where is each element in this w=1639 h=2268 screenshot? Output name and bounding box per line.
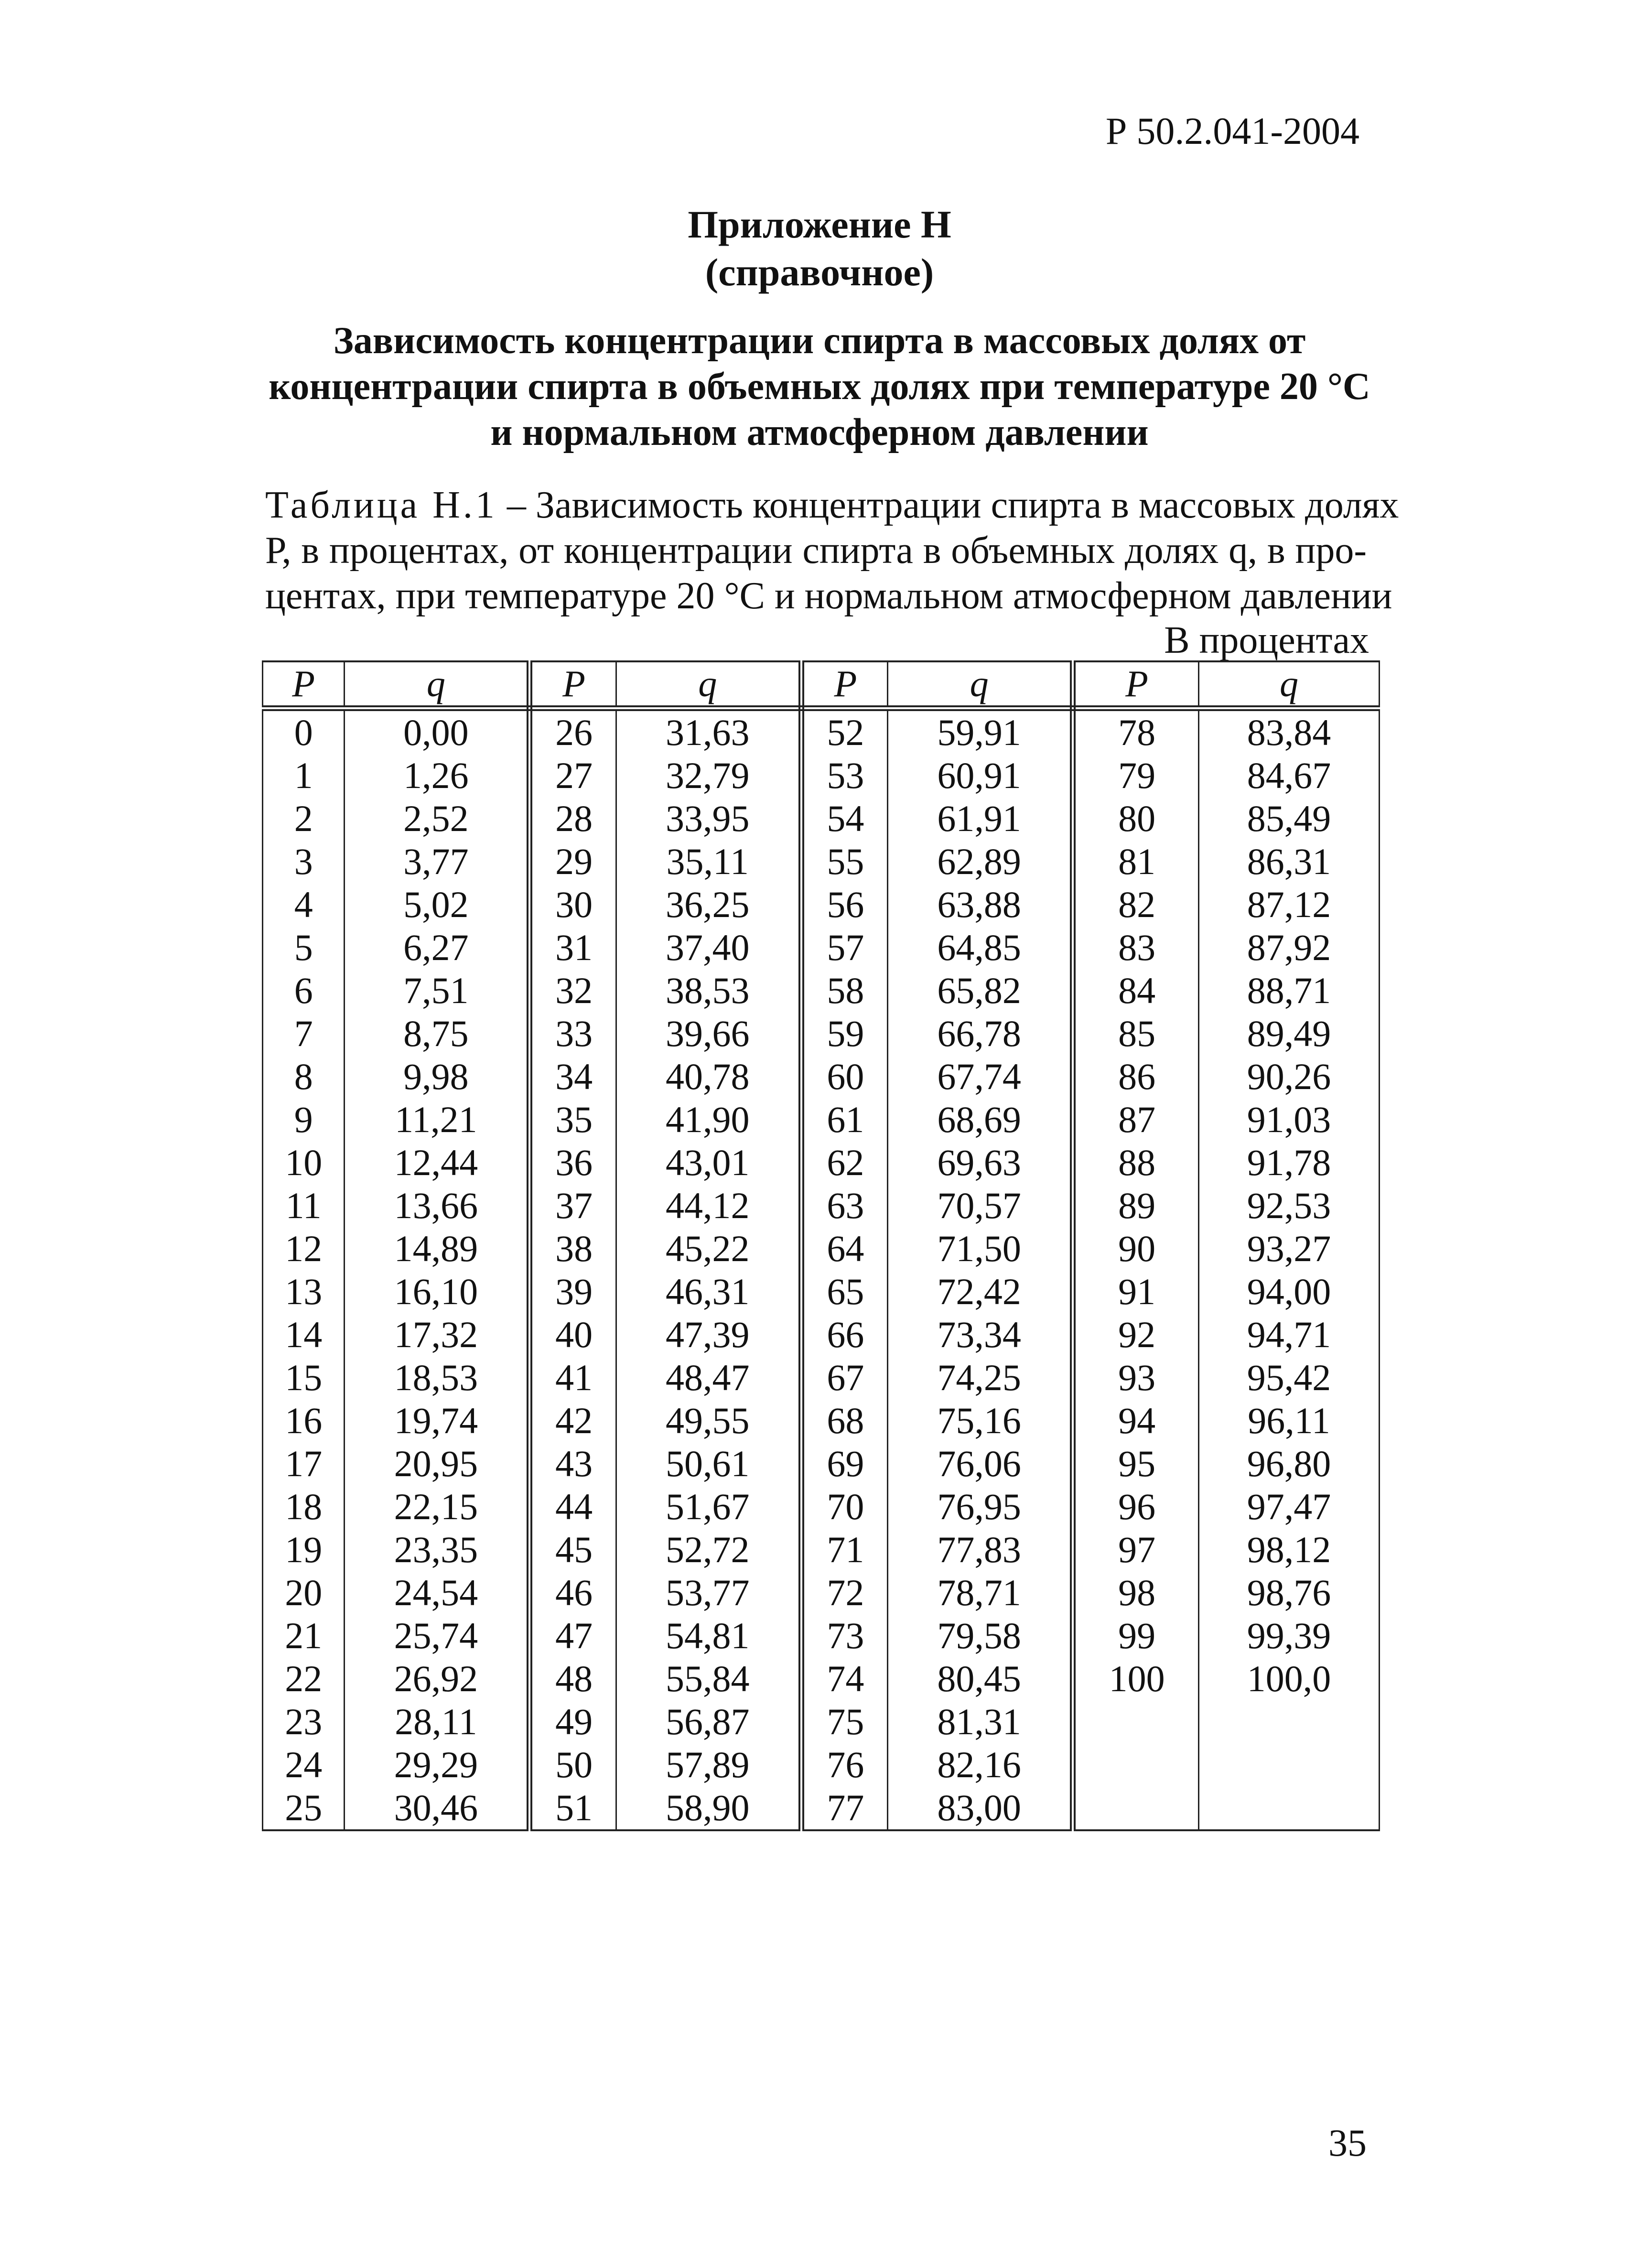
cell-q: 38,53 (616, 969, 801, 1012)
cell-q: 69,63 (888, 1141, 1073, 1184)
cell-q: 46,31 (616, 1270, 801, 1313)
cell-q: 18,53 (345, 1356, 529, 1399)
cell-p: 30 (529, 883, 616, 926)
cell-p: 11 (263, 1184, 345, 1227)
cell-p (1073, 1700, 1199, 1743)
cell-q: 40,78 (616, 1055, 801, 1098)
cell-q: 74,25 (888, 1356, 1073, 1399)
cell-q: 48,47 (616, 1356, 801, 1399)
cell-p: 54 (801, 797, 888, 840)
cell-q: 24,54 (345, 1571, 529, 1614)
cell-q: 25,74 (345, 1614, 529, 1657)
cell-q: 20,95 (345, 1442, 529, 1485)
cell-q: 77,83 (888, 1528, 1073, 1571)
table-row (263, 926, 1380, 969)
cell-p: 13 (263, 1270, 345, 1313)
cell-p: 2 (263, 797, 345, 840)
cell-p: 22 (263, 1657, 345, 1700)
cell-q: 19,74 (345, 1399, 529, 1442)
cell-p: 100 (1073, 1657, 1199, 1700)
cell-p: 83 (1073, 926, 1199, 969)
cell-q: 28,11 (345, 1700, 529, 1743)
cell-q: 53,77 (616, 1571, 801, 1614)
cell-q: 17,32 (345, 1313, 529, 1356)
table-row (263, 708, 1380, 754)
table-row (263, 1485, 1380, 1528)
cell-p: 44 (529, 1485, 616, 1528)
header-cell-q: q (345, 661, 529, 708)
cell-q: 85,49 (1199, 797, 1380, 840)
table-row (263, 1614, 1380, 1657)
cell-p: 52 (801, 708, 888, 754)
cell-p: 98 (1073, 1571, 1199, 1614)
cell-p: 28 (529, 797, 616, 840)
cell-p: 33 (529, 1012, 616, 1055)
document-code: Р 50.2.041-2004 (1105, 110, 1359, 152)
table-row (263, 1184, 1380, 1227)
cell-p: 84 (1073, 969, 1199, 1012)
cell-q: 87,92 (1199, 926, 1380, 969)
cell-p: 42 (529, 1399, 616, 1442)
table-row (263, 1528, 1380, 1571)
cell-p: 92 (1073, 1313, 1199, 1356)
cell-q: 52,72 (616, 1528, 801, 1571)
cell-q: 43,01 (616, 1141, 801, 1184)
table-caption (265, 483, 1399, 619)
cell-p (1073, 1786, 1199, 1830)
cell-p: 67 (801, 1356, 888, 1399)
cell-p: 26 (529, 708, 616, 754)
heading-line: и нормальном атмосферном давлении (490, 411, 1149, 454)
cell-q: 32,79 (616, 754, 801, 797)
table-row (263, 1743, 1380, 1786)
cell-p: 21 (263, 1614, 345, 1657)
cell-q: 84,67 (1199, 754, 1380, 797)
cell-q: 89,49 (1199, 1012, 1380, 1055)
cell-q: 3,77 (345, 840, 529, 883)
cell-p: 56 (801, 883, 888, 926)
cell-q: 26,92 (345, 1657, 529, 1700)
cell-p: 43 (529, 1442, 616, 1485)
cell-p: 73 (801, 1614, 888, 1657)
cell-p: 46 (529, 1571, 616, 1614)
cell-p (1073, 1743, 1199, 1786)
cell-p: 39 (529, 1270, 616, 1313)
cell-q: 12,44 (345, 1141, 529, 1184)
cell-p: 65 (801, 1270, 888, 1313)
table-row (263, 883, 1380, 926)
cell-p: 35 (529, 1098, 616, 1141)
cell-q: 86,31 (1199, 840, 1380, 883)
header-cell-p: P (529, 661, 616, 708)
cell-q: 71,50 (888, 1227, 1073, 1270)
caption-text: – Зависимость концентрации спирта в массовых долях (497, 484, 1399, 526)
table-row (263, 840, 1380, 883)
cell-p: 85 (1073, 1012, 1199, 1055)
cell-p: 66 (801, 1313, 888, 1356)
cell-q: 80,45 (888, 1657, 1073, 1700)
cell-q (1199, 1700, 1380, 1743)
cell-p: 37 (529, 1184, 616, 1227)
cell-p: 3 (263, 840, 345, 883)
cell-q: 2,52 (345, 797, 529, 840)
cell-q: 60,91 (888, 754, 1073, 797)
cell-q: 8,75 (345, 1012, 529, 1055)
cell-p: 12 (263, 1227, 345, 1270)
cell-q: 44,12 (616, 1184, 801, 1227)
cell-q: 75,16 (888, 1399, 1073, 1442)
cell-p: 97 (1073, 1528, 1199, 1571)
cell-q: 13,66 (345, 1184, 529, 1227)
cell-q: 30,46 (345, 1786, 529, 1830)
cell-q: 61,91 (888, 797, 1073, 840)
table-row (263, 754, 1380, 797)
table-row (263, 1657, 1380, 1700)
cell-q: 14,89 (345, 1227, 529, 1270)
cell-p: 29 (529, 840, 616, 883)
cell-q: 65,82 (888, 969, 1073, 1012)
cell-q: 37,40 (616, 926, 801, 969)
cell-q: 90,26 (1199, 1055, 1380, 1098)
cell-p: 90 (1073, 1227, 1199, 1270)
cell-p: 68 (801, 1399, 888, 1442)
caption-line: Р, в процентах, от концентрации спирта в объемных долях q, в про- (265, 529, 1367, 572)
table-row (263, 1055, 1380, 1098)
cell-p: 77 (801, 1786, 888, 1830)
table-row (263, 1012, 1380, 1055)
heading-line: Зависимость концентрации спирта в массовых долях от (333, 320, 1306, 362)
cell-p: 69 (801, 1442, 888, 1485)
cell-q: 62,89 (888, 840, 1073, 883)
cell-p: 36 (529, 1141, 616, 1184)
table-row (263, 1313, 1380, 1356)
cell-q: 87,12 (1199, 883, 1380, 926)
cell-q: 55,84 (616, 1657, 801, 1700)
cell-q: 11,21 (345, 1098, 529, 1141)
cell-q: 64,85 (888, 926, 1073, 969)
cell-p: 4 (263, 883, 345, 926)
cell-p: 9 (263, 1098, 345, 1141)
cell-q: 96,80 (1199, 1442, 1380, 1485)
cell-p: 75 (801, 1700, 888, 1743)
cell-q: 45,22 (616, 1227, 801, 1270)
cell-p: 51 (529, 1786, 616, 1830)
cell-q: 73,34 (888, 1313, 1073, 1356)
cell-q: 6,27 (345, 926, 529, 969)
header-cell-p: P (801, 661, 888, 708)
cell-q: 16,10 (345, 1270, 529, 1313)
cell-q: 0,00 (345, 708, 529, 754)
cell-q: 81,31 (888, 1700, 1073, 1743)
cell-q: 78,71 (888, 1571, 1073, 1614)
cell-q: 33,95 (616, 797, 801, 840)
conversion-table (262, 660, 1380, 1831)
cell-q: 95,42 (1199, 1356, 1380, 1399)
cell-p: 72 (801, 1571, 888, 1614)
cell-p: 5 (263, 926, 345, 969)
table-row (263, 797, 1380, 840)
cell-q: 92,53 (1199, 1184, 1380, 1227)
header-cell-q: q (888, 661, 1073, 708)
cell-p: 14 (263, 1313, 345, 1356)
table-row (263, 1442, 1380, 1485)
cell-q: 83,00 (888, 1786, 1073, 1830)
cell-p: 34 (529, 1055, 616, 1098)
cell-p: 25 (263, 1786, 345, 1830)
cell-p: 63 (801, 1184, 888, 1227)
cell-q: 63,88 (888, 883, 1073, 926)
cell-p: 27 (529, 754, 616, 797)
cell-p: 62 (801, 1141, 888, 1184)
cell-q: 76,95 (888, 1485, 1073, 1528)
cell-q: 91,78 (1199, 1141, 1380, 1184)
cell-p: 64 (801, 1227, 888, 1270)
cell-q: 76,06 (888, 1442, 1073, 1485)
cell-q: 93,27 (1199, 1227, 1380, 1270)
cell-q: 94,71 (1199, 1313, 1380, 1356)
appendix-type: (справочное) (705, 250, 934, 294)
cell-p: 78 (1073, 708, 1199, 754)
cell-q: 51,67 (616, 1485, 801, 1528)
cell-q: 35,11 (616, 840, 801, 883)
header-cell-q: q (1199, 661, 1380, 708)
cell-p: 93 (1073, 1356, 1199, 1399)
appendix-label: Приложение Н (688, 203, 951, 246)
cell-p: 89 (1073, 1184, 1199, 1227)
cell-q: 82,16 (888, 1743, 1073, 1786)
cell-q: 41,90 (616, 1098, 801, 1141)
cell-p: 53 (801, 754, 888, 797)
cell-q: 67,74 (888, 1055, 1073, 1098)
cell-q: 39,66 (616, 1012, 801, 1055)
cell-p: 57 (801, 926, 888, 969)
cell-p: 6 (263, 969, 345, 1012)
cell-q: 7,51 (345, 969, 529, 1012)
caption-line (265, 483, 1399, 528)
cell-p: 79 (1073, 754, 1199, 797)
cell-p: 48 (529, 1657, 616, 1700)
header-cell-p: P (263, 661, 345, 708)
cell-q: 98,12 (1199, 1528, 1380, 1571)
cell-p: 7 (263, 1012, 345, 1055)
cell-q: 54,81 (616, 1614, 801, 1657)
cell-p: 8 (263, 1055, 345, 1098)
cell-p: 80 (1073, 797, 1199, 840)
cell-q: 9,98 (345, 1055, 529, 1098)
cell-q: 99,39 (1199, 1614, 1380, 1657)
cell-p: 50 (529, 1743, 616, 1786)
cell-q: 79,58 (888, 1614, 1073, 1657)
cell-q: 72,42 (888, 1270, 1073, 1313)
cell-p: 58 (801, 969, 888, 1012)
cell-q (1199, 1786, 1380, 1830)
cell-p: 16 (263, 1399, 345, 1442)
cell-p: 49 (529, 1700, 616, 1743)
table-row (263, 1700, 1380, 1743)
cell-p: 61 (801, 1098, 888, 1141)
cell-q: 57,89 (616, 1743, 801, 1786)
cell-q: 88,71 (1199, 969, 1380, 1012)
cell-p: 86 (1073, 1055, 1199, 1098)
page-number: 35 (1328, 2122, 1367, 2164)
cell-p: 40 (529, 1313, 616, 1356)
cell-p: 94 (1073, 1399, 1199, 1442)
header-cell-p: P (1073, 661, 1199, 708)
cell-p: 17 (263, 1442, 345, 1485)
cell-p: 45 (529, 1528, 616, 1571)
heading-line: концентрации спирта в объемных долях при температуре 20 °С (269, 366, 1370, 408)
cell-q: 59,91 (888, 708, 1073, 754)
cell-q: 23,35 (345, 1528, 529, 1571)
cell-p: 47 (529, 1614, 616, 1657)
cell-p: 88 (1073, 1141, 1199, 1184)
caption-line: центах, при температуре 20 °С и нормальном атмосферном давлении (265, 575, 1392, 617)
table-row (263, 1098, 1380, 1141)
cell-p: 55 (801, 840, 888, 883)
cell-p: 0 (263, 708, 345, 754)
cell-q: 1,26 (345, 754, 529, 797)
cell-p: 74 (801, 1657, 888, 1700)
cell-p: 15 (263, 1356, 345, 1399)
cell-p: 18 (263, 1485, 345, 1528)
table-row (263, 1399, 1380, 1442)
cell-q: 47,39 (616, 1313, 801, 1356)
cell-p: 59 (801, 1012, 888, 1055)
cell-p: 31 (529, 926, 616, 969)
cell-q: 94,00 (1199, 1270, 1380, 1313)
cell-q: 97,47 (1199, 1485, 1380, 1528)
cell-p: 82 (1073, 883, 1199, 926)
cell-p: 99 (1073, 1614, 1199, 1657)
cell-q: 70,57 (888, 1184, 1073, 1227)
table-body (263, 708, 1380, 1830)
cell-p: 10 (263, 1141, 345, 1184)
table-row (263, 1356, 1380, 1399)
cell-p: 96 (1073, 1485, 1199, 1528)
cell-q: 5,02 (345, 883, 529, 926)
table-row (263, 1786, 1380, 1830)
header-cell-q: q (616, 661, 801, 708)
table-row (263, 969, 1380, 1012)
table-header-row (263, 661, 1380, 708)
cell-q: 98,76 (1199, 1571, 1380, 1614)
cell-p: 41 (529, 1356, 616, 1399)
cell-q: 58,90 (616, 1786, 801, 1830)
cell-q: 91,03 (1199, 1098, 1380, 1141)
cell-p: 23 (263, 1700, 345, 1743)
cell-p: 91 (1073, 1270, 1199, 1313)
cell-p: 24 (263, 1743, 345, 1786)
caption-label: Таблица Н.1 (265, 484, 497, 526)
cell-p: 60 (801, 1055, 888, 1098)
cell-q (1199, 1743, 1380, 1786)
cell-p: 76 (801, 1743, 888, 1786)
cell-p: 32 (529, 969, 616, 1012)
cell-p: 38 (529, 1227, 616, 1270)
cell-p: 95 (1073, 1442, 1199, 1485)
table-row (263, 1571, 1380, 1614)
cell-q: 96,11 (1199, 1399, 1380, 1442)
cell-p: 70 (801, 1485, 888, 1528)
table-row (263, 1141, 1380, 1184)
cell-q: 83,84 (1199, 708, 1380, 754)
cell-q: 56,87 (616, 1700, 801, 1743)
table-row (263, 1227, 1380, 1270)
cell-q: 50,61 (616, 1442, 801, 1485)
cell-p: 81 (1073, 840, 1199, 883)
cell-q: 49,55 (616, 1399, 801, 1442)
section-heading (0, 318, 1639, 455)
cell-q: 31,63 (616, 708, 801, 754)
cell-q: 66,78 (888, 1012, 1073, 1055)
units-label: В процентах (1164, 619, 1369, 661)
cell-p: 87 (1073, 1098, 1199, 1141)
table-row (263, 1270, 1380, 1313)
cell-p: 1 (263, 754, 345, 797)
cell-p: 19 (263, 1528, 345, 1571)
cell-q: 29,29 (345, 1743, 529, 1786)
cell-q: 68,69 (888, 1098, 1073, 1141)
cell-p: 71 (801, 1528, 888, 1571)
cell-q: 36,25 (616, 883, 801, 926)
cell-q: 22,15 (345, 1485, 529, 1528)
cell-q: 100,0 (1199, 1657, 1380, 1700)
cell-p: 20 (263, 1571, 345, 1614)
appendix-title (0, 201, 1639, 296)
